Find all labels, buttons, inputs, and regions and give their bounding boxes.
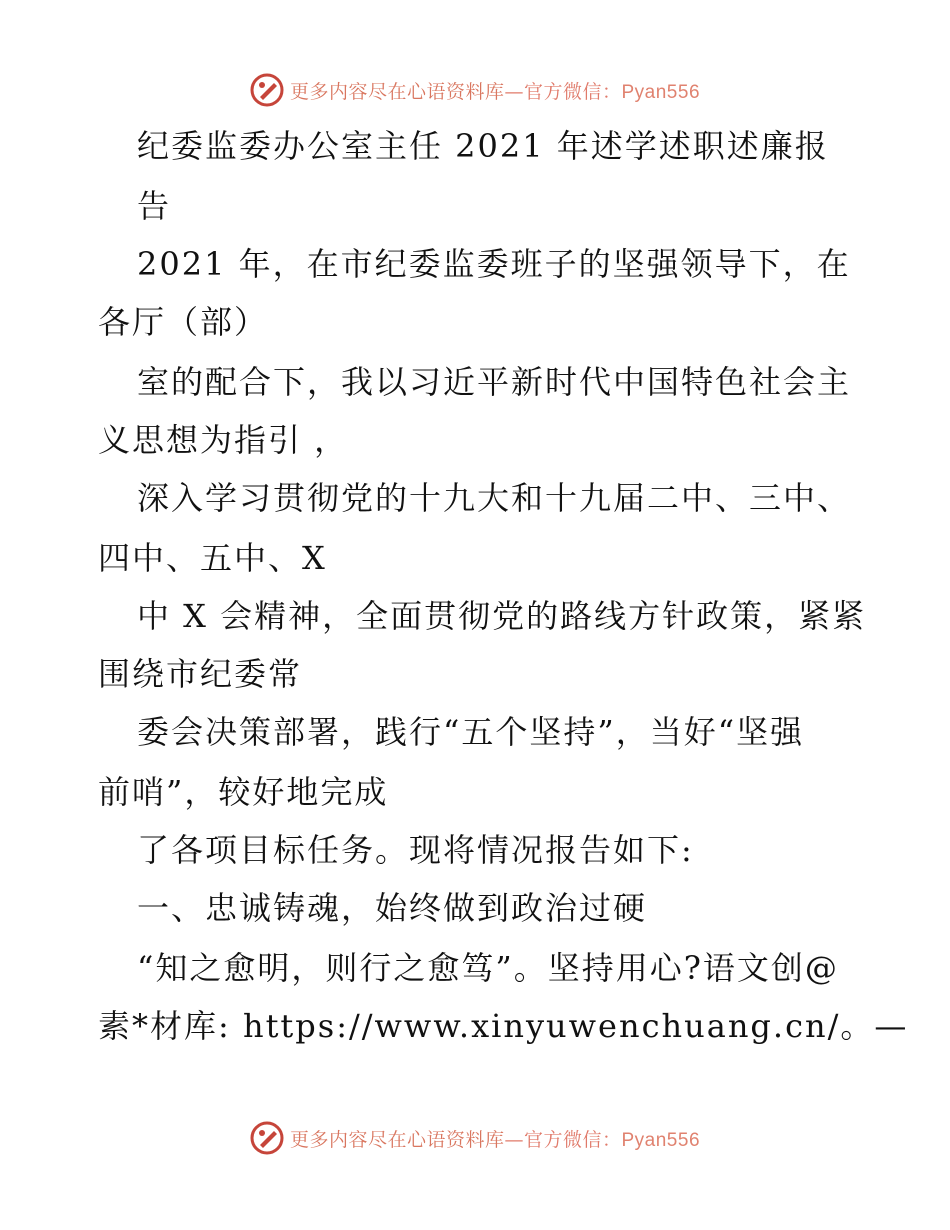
paragraph-line: 围绕市纪委常 — [98, 655, 303, 693]
watermark-main-text: 更多内容尽在心语资料库 — [289, 1128, 505, 1151]
paragraph-line: 了各项目标任务。现将情况报告如下: — [137, 831, 694, 869]
watermark-dash: — — [504, 1128, 524, 1151]
title-line-1: 纪委监委办公室主任 2021 年述学述职述廉报 — [137, 127, 829, 165]
paragraph-line: 深入学习贯彻党的十九大和十九届二中、三中、 — [137, 479, 852, 517]
paragraph-line: 中 X 会精神，全面贯彻党的路线方针政策，紧紧 — [137, 597, 867, 635]
paragraph-line: 各厅（部） — [98, 303, 269, 341]
header-watermark — [0, 70, 950, 110]
pen-logo-icon — [250, 1121, 284, 1155]
watermark-dash: — — [504, 80, 524, 103]
footer-watermark — [0, 1118, 950, 1158]
paragraph-line: 四中、五中、X — [98, 539, 327, 577]
paragraph-line: 前哨”，较好地完成 — [98, 773, 389, 811]
paragraph-line: 素*材库: https://www.xinyuwenchuang.cn/。— — [98, 1007, 909, 1045]
paragraph-line: 室的配合下，我以习近平新时代中国特色社会主 — [137, 363, 852, 401]
section-heading: 一、忠诚铸魂，始终做到政治过硬 — [137, 889, 648, 927]
watermark-id: Pyan556 — [621, 81, 701, 103]
watermark-main-text: 更多内容尽在心语资料库 — [289, 80, 505, 103]
title-line-2: 告 — [137, 187, 172, 225]
watermark-sub-text: 官方微信： — [523, 1128, 622, 1151]
watermark-id: Pyan556 — [621, 1129, 701, 1151]
paragraph-line: “知之愈明，则行之愈笃”。坚持用心?语文创@ — [137, 949, 839, 987]
paragraph-line: 委会决策部署，践行“五个坚持”，当好“坚强 — [137, 713, 805, 751]
pen-logo-icon — [250, 73, 284, 107]
paragraph-line: 2021 年，在市纪委监委班子的坚强领导下，在 — [137, 245, 851, 283]
paragraph-line: 义思想为指引 ， — [98, 421, 349, 459]
watermark-sub-text: 官方微信： — [523, 80, 622, 103]
